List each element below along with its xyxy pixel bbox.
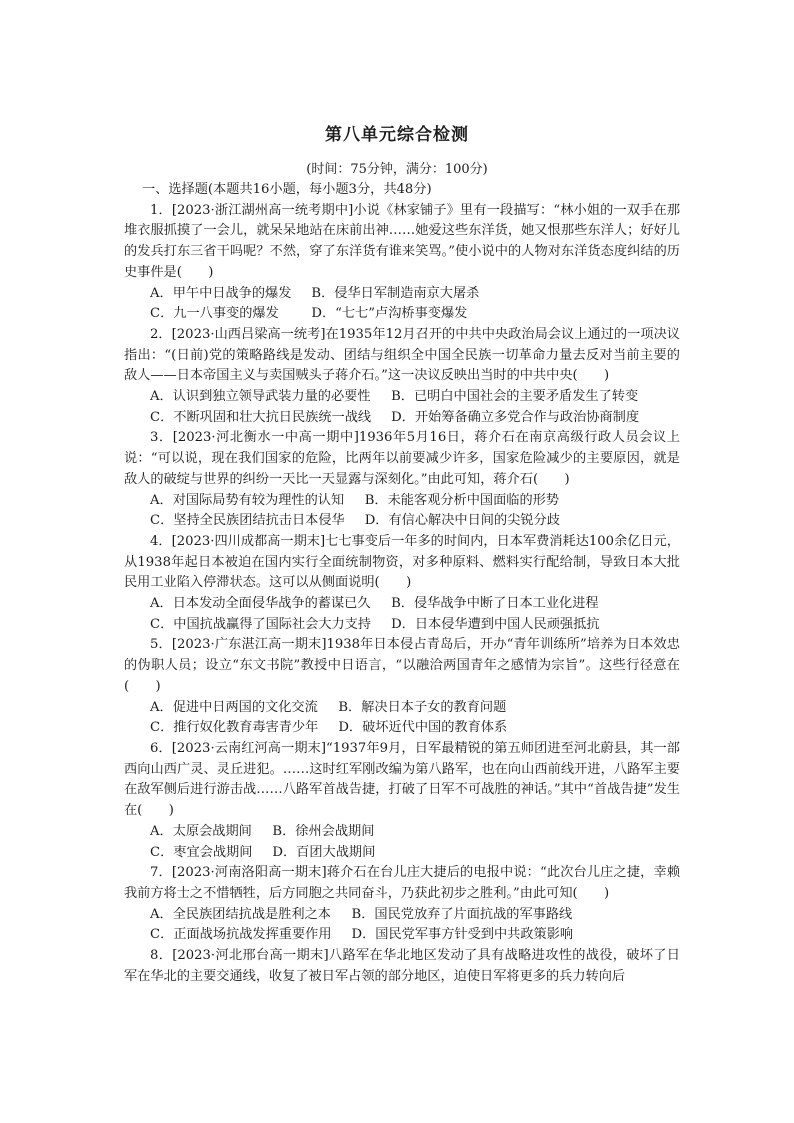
option-a: A．太原会战期间: [150, 823, 252, 839]
option-d: D．“七七”卢沟桥事变爆发: [311, 306, 468, 322]
option-c: C．枣宜会战期间: [150, 844, 253, 860]
option-b: B．国民党放弃了片面抗战的军事路线: [351, 906, 573, 922]
exam-content: [124, 180, 680, 987]
option-b: B．侵华日军制造南京大屠杀: [311, 285, 480, 301]
question-3: [124, 428, 680, 532]
option-a: A．甲午中日战争的爆发: [150, 285, 292, 301]
option-b: B．侵华战争中断了日本工业化进程: [391, 596, 599, 612]
options: [124, 905, 680, 946]
question-2: [124, 325, 680, 429]
option-c: C．坚持全民族团结抗击日本侵华: [150, 513, 345, 529]
question-8: [124, 946, 680, 987]
section-header: 一、选择题(本题共16小题，每小题3分，共48分): [142, 182, 432, 197]
question-stem: 6．[2023·云南红河高一期末]“1937年9月，日军最精锐的第五师团进至河北蔚县，其一部西向山西广灵、灵丘进犯。……这时红军刚改编为第八路军，也在向山西前线开进，八路军主要在敌军侧后进行游击战……八路军首战告捷，打破了日军不可战胜的神话。”其中“首战告捷”发生在( ): [124, 740, 680, 819]
option-b: B．已明白中国社会的主要矛盾发生了转变: [391, 389, 639, 405]
question-stem: 5．[2023·广东湛江高一期末]1938年日本侵占青岛后，开办“青年训练所”培养为日本效忠的伪职人员；设立“东文书院”教授中日语言，“以融洽两国青年之感情为宗旨”。这些行径意在( ): [124, 637, 680, 694]
option-a: A．促进中日两国的文化交流: [150, 699, 318, 715]
question-6: [124, 739, 680, 863]
exam-info: (时间：75分钟，满分：100分): [306, 162, 488, 177]
option-d: D．开始筹备确立多党合作与政治协商制度: [391, 409, 640, 425]
option-c: C．正面战场抗战发挥重要作用: [150, 927, 332, 943]
question-1: [124, 201, 680, 325]
question-stem: 2．[2023·山西吕梁高一统考]在1935年12月召开的中共中央政治局会议上通过的一项决议指出：“(日前)党的策略路线是发动、团结与组织全中国全民族一切革命力量去反对当前主要的敌人——日本帝国主义与卖国贼头子蒋介石。”这一决议反映出当时的中共中央( ): [124, 326, 680, 384]
page-title: 第八单元综合检测: [325, 125, 469, 145]
question-stem: 1．[2023·浙江湖州高一统考期中]小说《林家铺子》里有一段描写：“林小姐的一双手在那堆衣服抓摸了一会儿，就呆呆地站在床前出神……她爱这些东洋货，她又恨那些东洋人；好好儿的发兵打东三省干吗呢？不然，穿了东洋货有谁来笑骂。”使小说中的人物对东洋货态度纠结的历史事件是( ): [124, 202, 680, 280]
options: [124, 491, 680, 532]
options: [124, 822, 680, 863]
option-b: B．未能客观分析中国面临的形势: [364, 492, 560, 508]
options: [124, 387, 680, 428]
option-c: C．不断巩固和壮大抗日民族统一战线: [150, 409, 372, 425]
question-stem: 3．[2023·河北衡水一中高一期中]1936年5月16日，蒋介石在南京高级行政人员会议上说：“可以说，现在我们国家的危险，比两年以前要减少许多，国家危险减少的主要原因，就是敌人的破绽与世界的纠纷一天比一天显露与深刻化。”由此可知，蒋介石( ): [124, 430, 680, 487]
option-d: D．国民党军事方针受到中共政策影响: [351, 927, 574, 943]
question-stem: 7．[2023·河南洛阳高一期末]蒋介石在台儿庄大捷后的电报中说：“此次台儿庄之捷，幸赖我前方将士之不惜牺牲，后方同胞之共同奋斗，乃获此初步之胜利。”由此可知( ): [124, 865, 680, 901]
option-a: A．对国际局势有较为理性的认知: [150, 492, 345, 508]
option-d: D．百团大战期间: [272, 844, 376, 860]
option-d: D．日本侵华遭到中国人民顽强抵抗: [391, 616, 600, 632]
option-c: C．推行奴化教育毒害青少年: [150, 720, 319, 736]
option-c: C．中国抗战赢得了国际社会大力支持: [150, 616, 372, 632]
options: [124, 594, 680, 635]
option-d: D．破坏近代中国的教育体系: [338, 720, 508, 736]
option-b: B．徐州会战期间: [272, 823, 375, 839]
option-d: D．有信心解决中日间的尖锐分歧: [364, 513, 560, 529]
option-c: C．九一八事变的爆发: [150, 306, 279, 322]
question-stem: 8．[2023·河北邢台高一期末]八路军在华北地区发动了具有战略进攻性的战役，破坏了日军在华北的主要交通线，收复了被日军占领的部分地区，迫使日军将更多的兵力转向后: [124, 948, 680, 984]
option-a: A．全民族团结抗战是胜利之本: [150, 906, 331, 922]
question-stem: 4．[2023·四川成都高一期末]七七事变后一年多的时间内，日本军费消耗达100余亿日元，从1938年起日本被迫在国内实行全面统制物资，对多种原料、燃料实行配给制，导致日本大批民用工业陷入停滞状态。这可以从侧面说明( ): [124, 533, 680, 591]
option-a: A．认识到独立领导武装力量的必要性: [150, 389, 371, 405]
options: [124, 698, 680, 739]
question-5: [124, 635, 680, 739]
question-4: [124, 532, 680, 636]
question-7: [124, 863, 680, 946]
option-b: B．解决日本子女的教育问题: [338, 699, 507, 715]
options: [124, 284, 680, 325]
option-a: A．日本发动全面侵华战争的蓄谋已久: [150, 596, 371, 612]
